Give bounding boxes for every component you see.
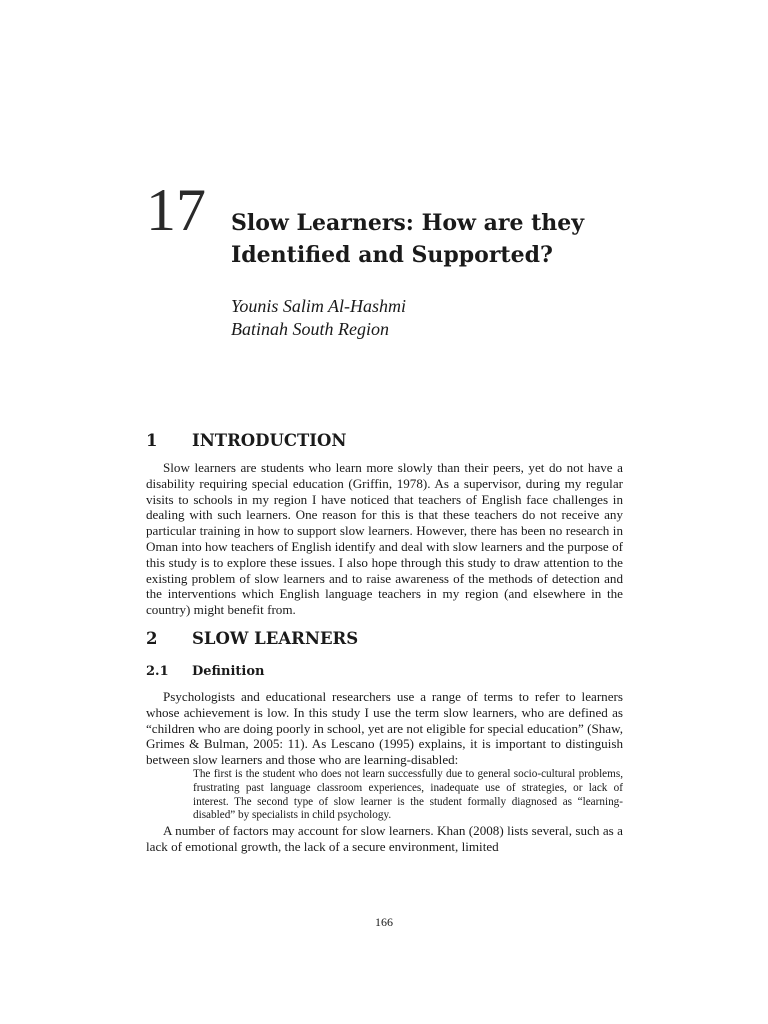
section-number: 2 bbox=[146, 628, 158, 648]
author-affiliation: Batinah South Region bbox=[231, 319, 389, 339]
section-title: INTRODUCTION bbox=[192, 431, 347, 450]
author-block bbox=[231, 295, 406, 341]
introduction-paragraph: Slow learners are students who learn more slowly than their peers, yet do not have a disability requiring special education (Griffin, 1978). As a supervisor, during my regular visits to schools in my region I have noticed that teachers of English face challenges in dealing with such learners. One reason for this is that these teachers do not receive any particular training in how to support slow learners. However, there has been no research in Oman into how teachers of English identify and deal with slow learners and the purpose of this study is to explore these issues. I also hope through this study to draw attention to the existing problem of slow learners and to raise awareness of the methods of detection and the interventions which English language teachers in my region (and elsewhere in the country) might benefit from. bbox=[146, 460, 623, 618]
subsection-number: 2.1 bbox=[146, 663, 169, 679]
section-heading-slow-learners bbox=[146, 626, 623, 652]
chapter-title: Slow Learners: How are they Identified and Supported? bbox=[231, 210, 585, 268]
subsection-title: Definition bbox=[192, 663, 265, 679]
body-content bbox=[146, 428, 623, 855]
section-heading-introduction bbox=[146, 428, 623, 454]
author-name: Younis Salim Al-Hashmi bbox=[231, 296, 407, 316]
factors-paragraph: A number of factors may account for slow learners. Khan (2008) lists several, such as a lack of emotional growth, the lack of a secure environment, limited bbox=[146, 823, 623, 854]
section-number: 1 bbox=[146, 431, 158, 450]
section-title: SLOW LEARNERS bbox=[192, 628, 359, 648]
page-number: 166 bbox=[375, 915, 393, 929]
chapter-number: 17 bbox=[146, 177, 206, 243]
block-quote: The first is the student who does not learn successfully due to general socio-cultural problems, frustrating past language classroom experiences, inadequate use of strategies, or lack of interest. The second type of slow learner is the student formally diagnosed as “learning-disabled” by specialists in child psychology. bbox=[193, 767, 623, 822]
definition-paragraph: Psychologists and educational researchers use a range of terms to refer to learners whose achievement is low. In this study I use the term slow learners, who are defined as “children who are doing poorly in school, yet are not eligible for special education” (Shaw, Grimes & Bulman, 2005: 11). As Lescano (1995) explains, it is important to distinguish between slow learners and those who are learning-disabled: bbox=[146, 688, 623, 768]
subsection-heading-definition bbox=[146, 662, 623, 682]
